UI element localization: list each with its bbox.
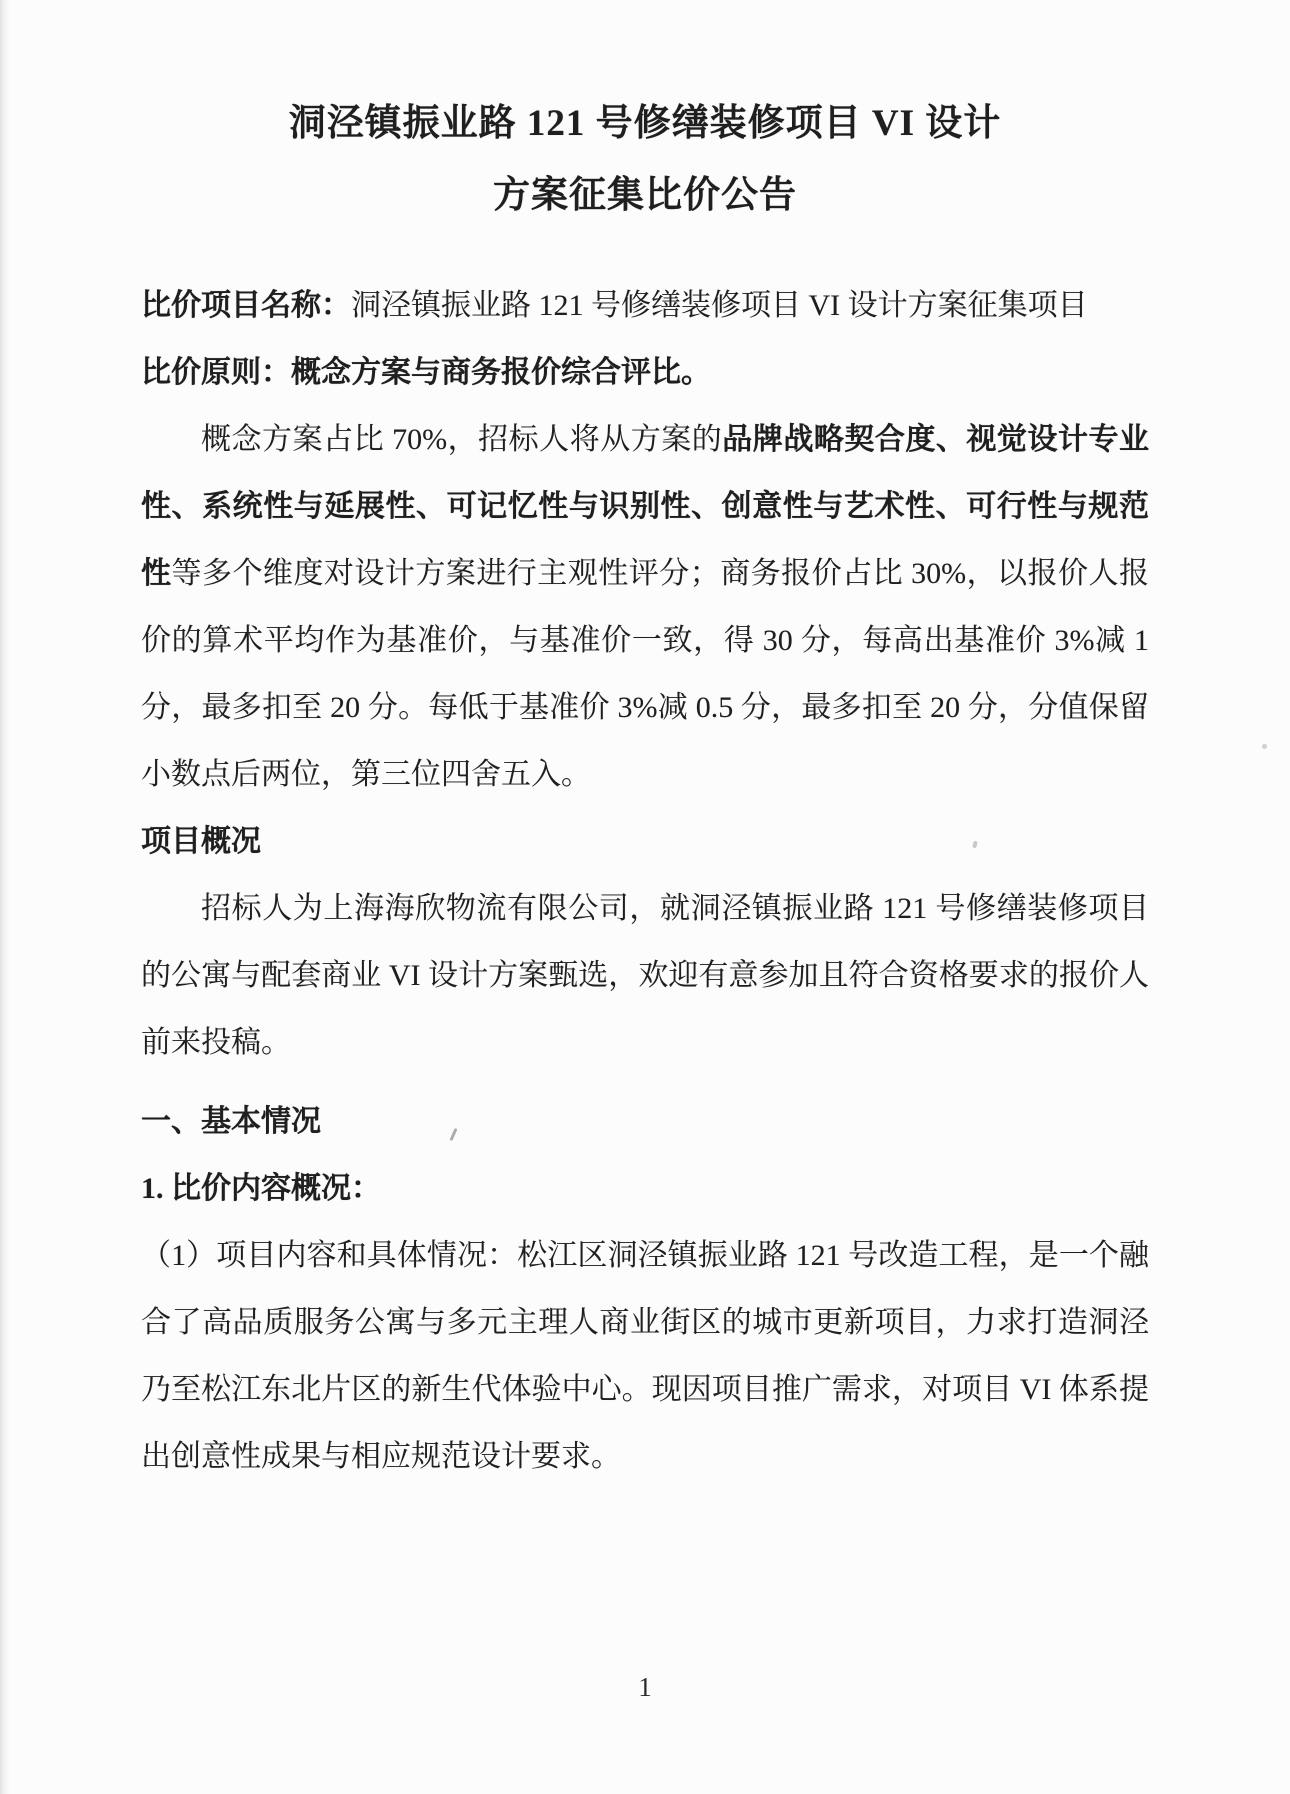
document-body (141, 272, 1149, 1490)
project-name-label: 比价项目名称： (141, 289, 351, 322)
page-number: 1 (638, 1672, 652, 1702)
principle-value: 概念方案与商务报价综合评比。 (291, 356, 711, 389)
overview-paragraph: 招标人为上海海欣物流有限公司，就洞泾镇振业路 121 号修缮装修项目的公寓与配套商业 VI 设计方案甄选，欢迎有意参加且符合资格要求的报价人前来投稿。 (141, 892, 1149, 1059)
overview-heading: 项目概况 (141, 825, 261, 858)
project-name-value: 洞泾镇振业路 121 号修缮装修项目 VI 设计方案征集项目 (351, 289, 1088, 322)
scoring-lead: 概念方案占比 70%，招标人将从方案的 (201, 423, 723, 456)
item1-paragraph: （1）项目内容和具体情况：松江区洞泾镇振业路 121 号改造工程，是一个融合了高品质服务公寓与多元主理人商业街区的城市更新项目，力求打造洞泾乃至松江东北片区的新生代体验中心。现因项目推广需求，对项目 VI 体系提出创意性成果与相应规范设计要求。 (141, 1239, 1149, 1473)
scoring-paragraph (141, 406, 1149, 808)
document-title (141, 0, 1149, 232)
project-name-line (141, 272, 1149, 339)
scoring-emphasis: 品牌战略契合度、视觉设计专业性、系统性与延展性、可记忆性与识别性、创意性与艺术性、可行性与规范性 (141, 423, 1149, 590)
section1-heading: 一、基本情况 (141, 1105, 321, 1138)
scan-edge-shadow (0, 0, 10, 1794)
item1-heading: 1. 比价内容概况： (141, 1172, 381, 1205)
principle-label: 比价原则： (141, 356, 291, 389)
document-content (141, 0, 1149, 1490)
scan-speck (1262, 744, 1267, 749)
title-line-1: 洞泾镇振业路 121 号修缮装修项目 VI 设计 (288, 103, 1002, 144)
principle-line (141, 339, 1149, 406)
scoring-rest: 等多个维度对设计方案进行主观性评分；商务报价占比 30%，以报价人报价的算术平均作为基准价，与基准价一致，得 30 分，每高出基准价 3%减 1 分，最多扣至 20 分。每低于基准价 3%减 0.5 分，最多扣至 20 分，分值保留小数点后两位，第三位四舍五入。 (141, 557, 1149, 791)
title-line-2: 方案征集比价公告 (493, 175, 797, 216)
